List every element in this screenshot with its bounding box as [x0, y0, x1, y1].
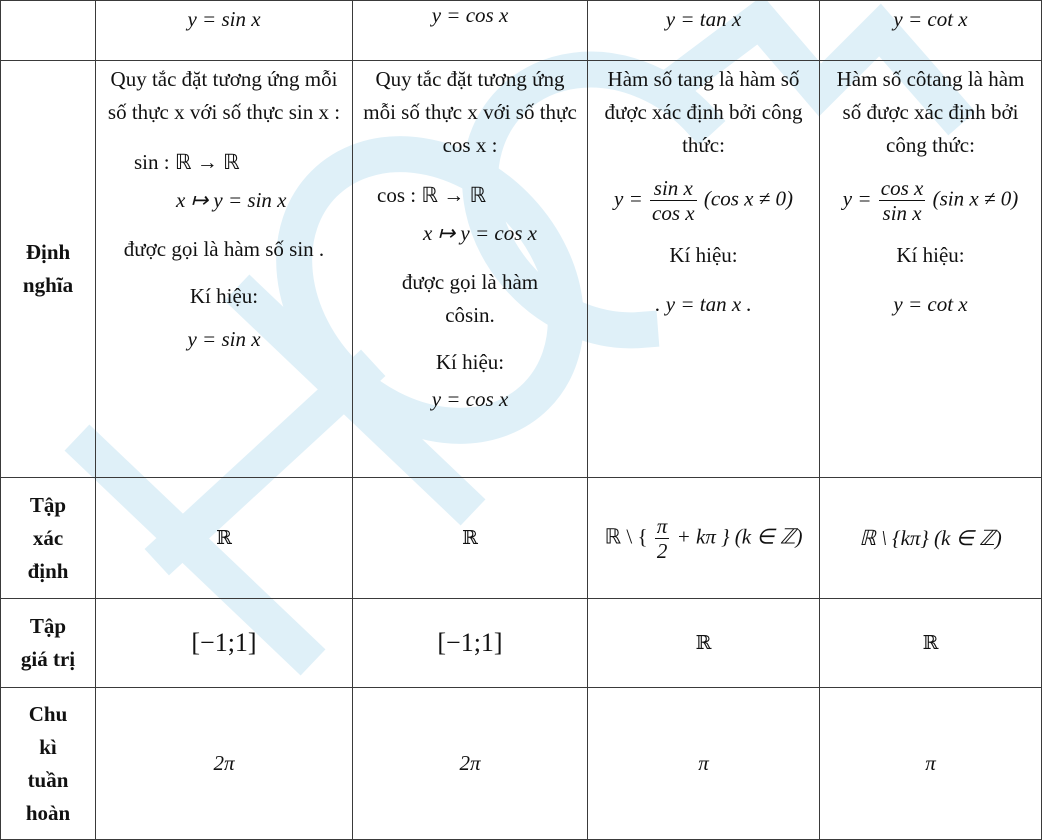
- formula-numerator: cos x: [880, 176, 924, 200]
- period-cos: [353, 688, 588, 840]
- tan-formula: [588, 176, 819, 225]
- period-cot: [820, 688, 1042, 840]
- domain-row: [1, 478, 1042, 599]
- row-head-word: Chu: [28, 701, 68, 726]
- symbol-label: Kí hiệu:: [669, 243, 738, 267]
- symbol-text: y = cot x: [893, 292, 968, 316]
- range-value: ℝ: [695, 632, 712, 654]
- period-tan: [588, 688, 820, 840]
- domain-tan-denominator: 2: [656, 538, 668, 563]
- header-tan-text: y = tan x: [665, 7, 742, 31]
- range-value: [−1;1]: [191, 627, 257, 657]
- row-head-word: tuần: [27, 767, 69, 792]
- header-sin-text: y = sin x: [187, 7, 261, 31]
- period-value: 2π: [459, 751, 481, 775]
- formula-condition: (sin x ≠ 0): [932, 186, 1019, 211]
- row-head-word: định: [27, 558, 69, 583]
- period-sin: [96, 688, 353, 840]
- formula-denominator: sin x: [882, 201, 922, 225]
- domain-value: ℝ: [216, 527, 232, 549]
- header-cot: [820, 1, 1042, 61]
- map-line-1: cos : ℝ → ℝ: [377, 183, 487, 207]
- formula-fraction: [650, 176, 697, 225]
- domain-cos: [353, 478, 588, 599]
- rule-text: Hàm số tang là hàm số được xác định bởi công thức:: [604, 67, 803, 157]
- symbol-text: y = cos x: [431, 387, 509, 411]
- domain-tan-prefix: ℝ \ {: [604, 523, 648, 548]
- row-head-word: kì: [39, 734, 57, 759]
- domain-cot: [820, 478, 1042, 599]
- definition-sin: [96, 61, 353, 478]
- called-text: được gọi là hàm côsin.: [401, 270, 539, 327]
- definition-cos: [353, 61, 588, 478]
- symbol-text: . y = tan x .: [655, 292, 752, 316]
- map-line-2: x ↦ y = cos x: [423, 221, 537, 245]
- definition-cot: [820, 61, 1042, 478]
- range-cos: [353, 599, 588, 688]
- range-value: [−1;1]: [437, 627, 503, 657]
- header-row: [1, 1, 1042, 61]
- rule-text: Quy tắc đặt tương ứng mỗi số thực x với số thực sin x :: [107, 67, 341, 124]
- period-value: 2π: [213, 751, 235, 775]
- formula-lhs: y =: [614, 186, 643, 211]
- range-tan: [588, 599, 820, 688]
- row-head-definition: [1, 61, 96, 478]
- formula-lhs: y =: [842, 186, 872, 211]
- domain-value: ℝ \ {kπ} (k ∈ ℤ): [859, 525, 1002, 550]
- range-value: ℝ: [922, 632, 939, 654]
- range-cot: [820, 599, 1042, 688]
- symbol-text: y = sin x: [187, 327, 261, 351]
- row-head-word: hoàn: [25, 800, 71, 825]
- row-head-word: nghĩa: [22, 273, 74, 297]
- symbol-label: Kí hiệu:: [896, 243, 965, 267]
- header-cot-text: y = cot x: [893, 7, 968, 31]
- header-sin: [96, 1, 353, 61]
- row-head-word: Tập: [29, 492, 67, 517]
- rule-text: Hàm số côtang là hàm số được xác định bởi công thức:: [836, 67, 1025, 157]
- formula-fraction: [879, 176, 926, 225]
- header-cos-text: y = cos x: [431, 3, 509, 27]
- domain-tan: [588, 478, 820, 599]
- row-head-word: xác: [32, 525, 64, 550]
- formula-numerator: sin x: [650, 176, 697, 201]
- header-tan: [588, 1, 820, 61]
- domain-tan-fraction: [655, 514, 670, 563]
- rule-text: Quy tắc đặt tương ứng mỗi số thực x với số thực cos x :: [363, 67, 577, 157]
- formula-condition: (cos x ≠ 0): [703, 186, 793, 211]
- domain-value: ℝ: [462, 527, 478, 549]
- period-value: π: [698, 751, 709, 775]
- row-head-domain: [1, 478, 96, 599]
- domain-tan-suffix: + kπ } (k ∈ ℤ): [676, 523, 803, 548]
- definition-row: [1, 61, 1042, 478]
- row-head-word: Định: [25, 240, 71, 264]
- range-row: [1, 599, 1042, 688]
- symbol-label: Kí hiệu:: [435, 350, 505, 374]
- cot-formula: [820, 176, 1041, 225]
- map-line-1: sin : ℝ → ℝ: [134, 150, 240, 174]
- formula-denominator: cos x: [652, 201, 695, 225]
- range-sin: [96, 599, 353, 688]
- period-value: π: [925, 751, 936, 775]
- corner-cell: [1, 1, 96, 61]
- row-head-period: [1, 688, 96, 840]
- map-line-2: x ↦ y = sin x: [176, 188, 287, 212]
- row-head-range: [1, 599, 96, 688]
- domain-sin: [96, 478, 353, 599]
- header-cos: [353, 1, 588, 61]
- symbol-label: Kí hiệu:: [189, 284, 259, 308]
- domain-tan-numerator: π: [656, 513, 668, 538]
- called-text: được gọi là hàm số sin .: [123, 237, 325, 261]
- definition-tan: [588, 61, 820, 478]
- row-head-word: Tập: [29, 614, 67, 638]
- row-head-word: giá trị: [20, 647, 76, 671]
- period-row: [1, 688, 1042, 840]
